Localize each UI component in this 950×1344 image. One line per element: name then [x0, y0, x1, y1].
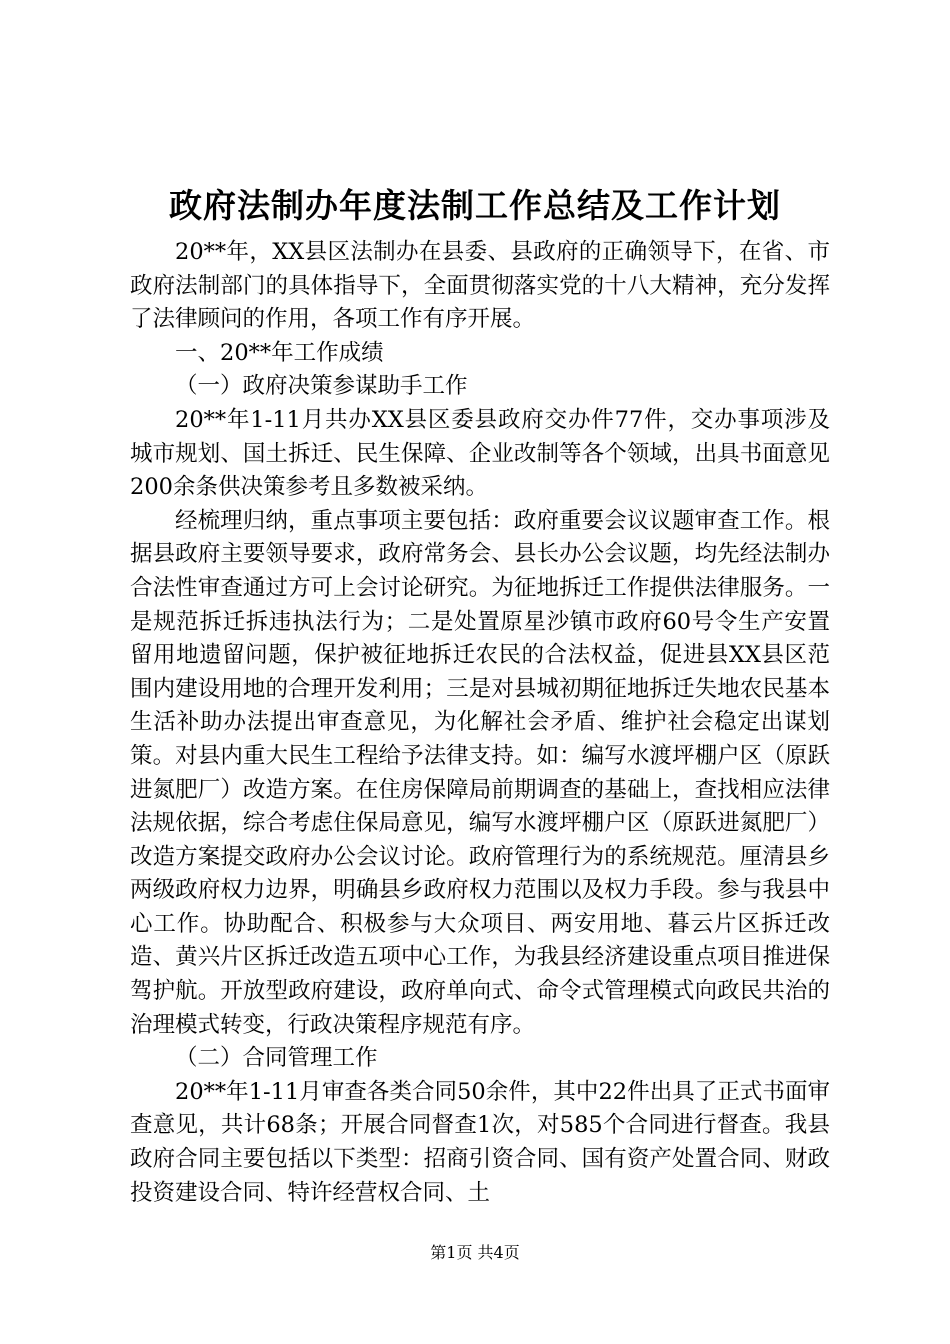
body-paragraph: 20**年1-11月审查各类合同50余件，其中22件出具了正式书面审查意见，共计68条；开展合同督查1次，对585个合同进行督查。我县政府合同主要包括以下类型：招商引资合同、国有资产处置合同、财政投资建设合同、特许经营权合同、土: [130, 1078, 830, 1206]
subsection-heading-2: （二）合同管理工作: [175, 1045, 378, 1072]
page-number: 第1页: [430, 1243, 473, 1262]
page-footer: [0, 1242, 950, 1264]
body-paragraph: 20**年1-11月共办XX县区委县政府交办件77件，交办事项涉及城市规划、国土拆迁、民生保障、企业改制等各个领域，出具书面意见200余条供决策参考且多数被采纳。: [130, 406, 830, 501]
intro-paragraph: 20**年，XX县区法制办在县委、县政府的正确领导下，在省、市政府法制部门的具体指导下，全面贯彻落实党的十八大精神，充分发挥了法律顾问的作用，各项工作有序开展。: [130, 239, 830, 333]
section-heading-1: 一、20**年工作成绩: [175, 339, 384, 366]
page-total: 共4页: [477, 1243, 520, 1262]
document-title: 政府法制办年度法制工作总结及工作计划: [169, 186, 781, 225]
body-paragraph: 经梳理归纳，重点事项主要包括：政府重要会议议题审查工作。根据县政府主要领导要求，政府常务会、县长办公会议题，均先经法制办合法性审查通过方可上会讨论研究。为征地拆迁工作提供法律服务。一是规范拆迁拆违执法行为；二是处置原星沙镇市政府60号令生产安置留用地遗留问题，保护被征地拆迁农民的合法权益，促进县XX县区范围内建设用地的合理开发利用；三是对县城初期征地拆迁失地农民基本生活补助办法提出审查意见，为化解社会矛盾、维护社会稳定出谋划策。对县内重大民生工程给予法律支持。如：编写水渡坪棚户区（原跃进氮肥厂）改造方案。在住房保障局前期调查的基础上，查找相应法律法规依据，综合考虑住保局意见，编写水渡坪棚户区（原跃进氮肥厂）改造方案提交政府办公会议讨论。政府管理行为的系统规范。厘清县乡两级政府权力边界，明确县乡政府权力范围以及权力手段。参与我县中心工作。协助配合、积极参与大众项目、两安用地、暮云片区拆迁改造、黄兴片区拆迁改造五项中心工作，为我县经济建设重点项目推进保驾护航。开放型政府建设，政府单向式、命令式管理模式向政民共治的治理模式转变，行政决策程序规范有序。: [130, 507, 830, 1038]
subsection-heading-1: （一）政府决策参谋助手工作: [175, 373, 468, 400]
document-body: [130, 236, 830, 1210]
